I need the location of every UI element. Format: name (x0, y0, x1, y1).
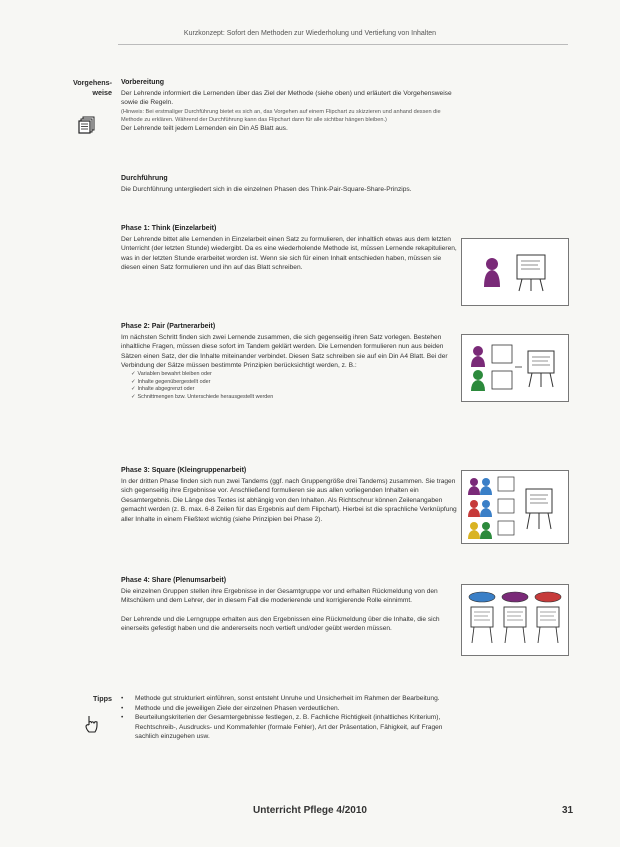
flipchart-icon (504, 607, 526, 643)
figure-purple (468, 478, 480, 495)
phase4-block (121, 576, 457, 634)
phase3-text: In der dritten Phase finden sich nun zwei Tandems (ggf. nach Gruppengröße drei Tandems) zusammen. Sie tragen sich gegenseitig ihre Ergebnisse vor. Anschließend formulieren sie aus allen vorliegenden Inhalten ein Gesamtergebnis. Die Länge des Textes ist abhängig von den Inhalten. Als Richtschnur können Zeilenangaben gemacht werden (z. B. max. 6-8 Zeilen für das Ergebnis auf dem Flipchart). Hierbei ist die sprachliche Verknüpfung aller Inhalte in einem Fließtext wichtig (siehe Prinzipien bei Phase 2). (121, 477, 457, 523)
running-head: Kurzkonzept: Sofort den Methoden zur Wiederholung und Vertiefung von Inhalten (183, 30, 437, 37)
checklist-item: ✓ Variablen bewahrt bleiben oder (131, 370, 212, 377)
vorbereitung-closing: Der Lehrende teilt jedem Lernenden ein Din A5 Blatt aus. (121, 124, 288, 132)
figure-red (468, 500, 480, 517)
list-item: • Beurteilungskriterien der Gesamtergebnisse festlegen, z. B. Fachliche Richtigkeit (inhaltliches Kriterium), Rechtschreib-, Ausdrucks- und Kommafehler (formale Fehler), Art der Präsentation, Fähigkeit, auf Fragen sachlich einzugehen usw. (121, 714, 443, 741)
phase4-illustration (461, 584, 569, 656)
phase2-illustration (461, 334, 569, 402)
durchfuehrung-text: Die Durchführung untergliedert sich in die einzelnen Phasen des Think-Pair-Square-Share-Prinzips. (121, 185, 412, 193)
flipchart-icon (528, 351, 554, 387)
vorbereitung-text: Der Lehrende informiert die Lernenden über das Ziel der Methode (siehe oben) und erläutert die Vorgehensweise sowie die Regeln. (121, 89, 452, 107)
list-item: • Methode und die jeweiligen Ziele der einzelnen Phasen verdeutlichen. (121, 704, 340, 712)
tipps-list (121, 694, 461, 742)
header-rule (118, 44, 568, 45)
phase3-illustration (461, 470, 569, 544)
flipchart-icon (526, 489, 552, 529)
figure-blue (480, 478, 492, 495)
phase1-block (121, 224, 457, 273)
journal-footer: Unterricht Pflege 4/2010 (253, 805, 367, 816)
check-icon: ✓ (131, 378, 136, 385)
list-item: • Methode gut strukturiert einführen, sonst entsteht Unruhe und Unsicherheit im Rahmen der Bearbeitung. (121, 695, 440, 702)
vorbereitung-block (121, 78, 461, 133)
phase1-heading: Phase 1: Think (Einzelarbeit) (121, 225, 217, 232)
phase4-text-2: Der Lehrende und die Lerngruppe erhalten aus den Ergebnissen eine Rückmeldung über die Inhalte, die sich einerseits gefestigt haben und die andererseits noch vertieft und/oder geübt werden müssen. (121, 615, 440, 633)
figure-green (480, 522, 492, 539)
vorbereitung-heading: Vorbereitung (121, 79, 165, 86)
hand-pointer-icon (84, 715, 98, 738)
durchfuehrung-block (121, 174, 461, 194)
phase2-text: Im nächsten Schritt finden sich zwei Lernende zusammen, die sich gegenseitig ihren Satz vorlegen. Bestehen inhaltliche Fragen, müssen diese sofort im Tandem geklärt werden. Die Lernenden formulieren nun aus beiden Sätzen einen Satz, der die Inhalte miteinander verbindet. Diesen Satz schreiben sie auf ein Din A4 Blatt. Bei der Verbindung der Sätze müssen bestimmte Prinzipien berücksichtigt werden, z. B.: (121, 333, 448, 370)
phase2-heading: Phase 2: Pair (Partnerarbeit) (121, 323, 216, 330)
section-label-tipps: Tipps (92, 694, 112, 703)
check-icon: ✓ (131, 370, 136, 377)
figure-blue (480, 500, 492, 517)
checklist-item: ✓ Inhalte gegenübergestellt oder (131, 378, 211, 385)
phase1-text: Der Lehrende bittet alle Lernenden in Einzelarbeit einen Satz zu formulieren, der inhaltlich etwas aus dem letzten Unterricht (der letzten Stunde) wiedergibt. Da es eine wiederholende Methode ist, müssen Lernende rekapitulieren, was in der letzten Stunde erarbeitet worden ist. Wenn sie sich für einen Inhalt entschieden haben, müssen sie diesen einen Satz formulieren und ihn auf das Blatt schreiben. (121, 235, 457, 272)
checklist-item: ✓ Inhalte abgegrenzt oder (131, 386, 195, 393)
durchfuehrung-heading: Durchführung (121, 175, 168, 182)
phase4-heading: Phase 4: Share (Plenumsarbeit) (121, 577, 227, 584)
figure-yellow (468, 522, 480, 539)
phase3-block (121, 466, 457, 525)
vorbereitung-note: (Hinweis: Bei erstmaliger Durchführung bietet es sich an, das Vorgehen auf einem Flipchart zu skizzieren und anhand dessen die Methode zu erklären. Während der Durchführung kann das Flipchart dann für alle sichtbar hängen bleiben.) (121, 108, 441, 123)
figure-green (471, 370, 485, 391)
phase1-illustration (461, 238, 569, 306)
checklist-item: ✓ Schnittmengen bzw. Unterschiede herausgestellt werden (131, 394, 274, 401)
check-icon: ✓ (131, 394, 136, 401)
sheet-icon (492, 345, 512, 363)
sheet-icon (492, 371, 512, 389)
flipchart-icon (517, 255, 545, 291)
flipchart-icon (471, 607, 493, 643)
section-label-vorgehensweise: Vorgehens- weise (72, 78, 112, 97)
phase2-block (121, 322, 457, 402)
documents-icon (78, 116, 96, 134)
phase3-heading: Phase 3: Square (Kleingruppenarbeit) (121, 467, 247, 474)
figure-purple (484, 258, 500, 287)
check-icon: ✓ (131, 386, 136, 393)
phase4-text: Die einzelnen Gruppen stellen ihre Ergebnisse in der Gesamtgruppe vor und erhalten Rückmeldung von den Mitschülern und dem Lehrer, der in diesem Fall die moderierende und korrigierende Rolle einnimmt. (121, 587, 438, 605)
flipchart-icon (537, 607, 559, 643)
page-number: 31 (562, 805, 574, 816)
figure-purple (471, 346, 485, 367)
